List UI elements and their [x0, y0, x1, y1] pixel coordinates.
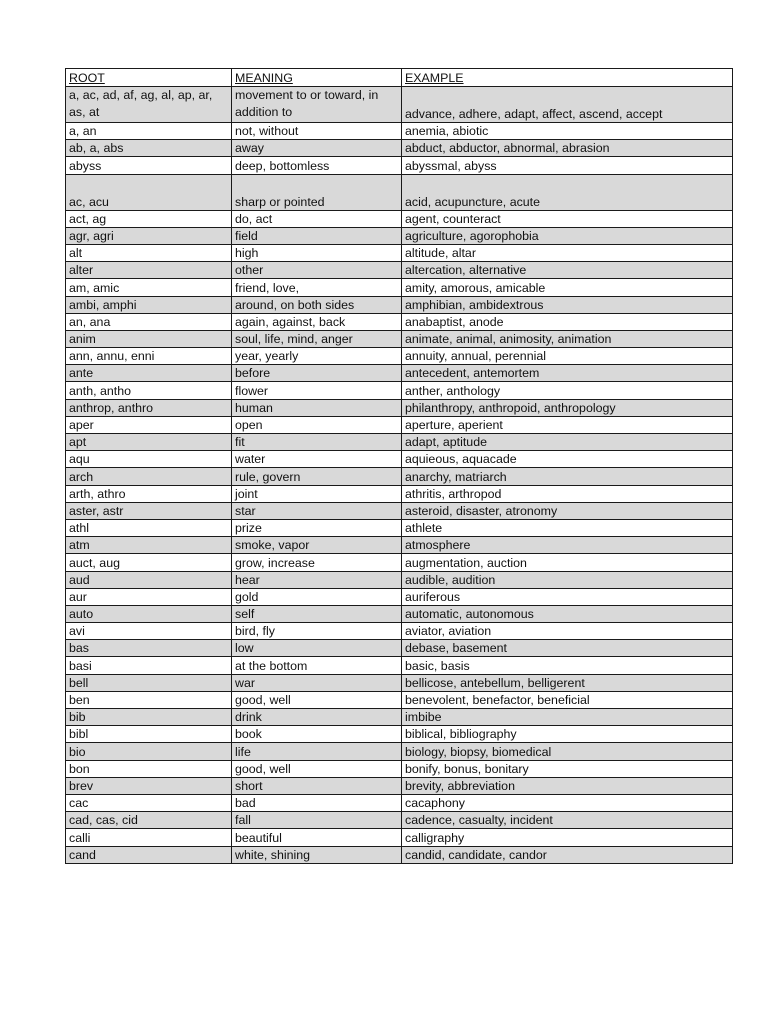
table-row: [66, 140, 733, 157]
cell-meaning: bird, fly: [232, 623, 402, 640]
table-row: [66, 330, 733, 347]
cell-meaning: hear: [232, 571, 402, 588]
cell-example: anemia, abiotic: [402, 123, 733, 140]
cell-example: bellicose, antebellum, belligerent: [402, 674, 733, 691]
cell-meaning: not, without: [232, 123, 402, 140]
cell-root: cand: [66, 846, 232, 863]
cell-meaning: do, act: [232, 210, 402, 227]
table-row: [66, 348, 733, 365]
cell-root: bio: [66, 743, 232, 760]
cell-example: biblical, bibliography: [402, 726, 733, 743]
cell-root: a, ac, ad, af, ag, al, ap, ar, as, at: [66, 87, 232, 123]
table-row: [66, 296, 733, 313]
cell-meaning: water: [232, 451, 402, 468]
table-row: [66, 157, 733, 174]
cell-example: auriferous: [402, 588, 733, 605]
cell-example: imbibe: [402, 709, 733, 726]
cell-meaning: movement to or toward, in addition to: [232, 87, 402, 123]
cell-meaning: drink: [232, 709, 402, 726]
cell-example: biology, biopsy, biomedical: [402, 743, 733, 760]
table-row: [66, 623, 733, 640]
table-row: [66, 537, 733, 554]
table-row: [66, 554, 733, 571]
table-row: [66, 502, 733, 519]
table-row: [66, 709, 733, 726]
cell-example: cacaphony: [402, 794, 733, 811]
cell-root: arth, athro: [66, 485, 232, 502]
table-row: [66, 434, 733, 451]
cell-example: calligraphy: [402, 829, 733, 846]
cell-example: animate, animal, animosity, animation: [402, 330, 733, 347]
cell-root: aud: [66, 571, 232, 588]
cell-meaning: war: [232, 674, 402, 691]
cell-example: abyssmal, abyss: [402, 157, 733, 174]
cell-meaning: at the bottom: [232, 657, 402, 674]
cell-meaning: human: [232, 399, 402, 416]
cell-example: bonify, bonus, bonitary: [402, 760, 733, 777]
cell-meaning: flower: [232, 382, 402, 399]
table-row: [66, 794, 733, 811]
table-row: [66, 588, 733, 605]
table-row: [66, 691, 733, 708]
cell-root: avi: [66, 623, 232, 640]
cell-example: altercation, alternative: [402, 262, 733, 279]
cell-root: bon: [66, 760, 232, 777]
table-row: [66, 382, 733, 399]
cell-example: aperture, aperient: [402, 416, 733, 433]
table-row: [66, 657, 733, 674]
cell-root: am, amic: [66, 279, 232, 296]
cell-root: bas: [66, 640, 232, 657]
cell-meaning: short: [232, 777, 402, 794]
table-row: [66, 416, 733, 433]
cell-meaning: joint: [232, 485, 402, 502]
cell-root: cad, cas, cid: [66, 812, 232, 829]
cell-meaning: low: [232, 640, 402, 657]
table-row: [66, 174, 733, 210]
table-row: [66, 777, 733, 794]
cell-meaning: other: [232, 262, 402, 279]
table-row: [66, 571, 733, 588]
cell-root: aster, astr: [66, 502, 232, 519]
cell-meaning: fall: [232, 812, 402, 829]
cell-meaning: life: [232, 743, 402, 760]
table-row: [66, 210, 733, 227]
cell-root: alt: [66, 244, 232, 261]
cell-root: abyss: [66, 157, 232, 174]
table-row: [66, 726, 733, 743]
cell-meaning: grow, increase: [232, 554, 402, 571]
cell-root: a, an: [66, 123, 232, 140]
cell-meaning: friend, love,: [232, 279, 402, 296]
cell-meaning: good, well: [232, 691, 402, 708]
cell-meaning: around, on both sides: [232, 296, 402, 313]
cell-root: bell: [66, 674, 232, 691]
cell-example: adapt, aptitude: [402, 434, 733, 451]
header-example: EXAMPLE: [402, 69, 733, 87]
cell-example: debase, basement: [402, 640, 733, 657]
cell-example: amity, amorous, amicable: [402, 279, 733, 296]
cell-meaning: fit: [232, 434, 402, 451]
cell-root: apt: [66, 434, 232, 451]
cell-root: anthrop, anthro: [66, 399, 232, 416]
cell-root: cac: [66, 794, 232, 811]
cell-root: an, ana: [66, 313, 232, 330]
cell-example: acid, acupuncture, acute: [402, 174, 733, 210]
cell-root: calli: [66, 829, 232, 846]
cell-example: atmosphere: [402, 537, 733, 554]
cell-example: audible, audition: [402, 571, 733, 588]
cell-example: anabaptist, anode: [402, 313, 733, 330]
table-row: [66, 123, 733, 140]
table-row: [66, 605, 733, 622]
cell-example: automatic, autonomous: [402, 605, 733, 622]
table-row: [66, 829, 733, 846]
cell-example: benevolent, benefactor, beneficial: [402, 691, 733, 708]
cell-root: ann, annu, enni: [66, 348, 232, 365]
cell-example: athritis, arthropod: [402, 485, 733, 502]
table-row: [66, 227, 733, 244]
table-row: [66, 365, 733, 382]
cell-meaning: star: [232, 502, 402, 519]
cell-root: agr, agri: [66, 227, 232, 244]
cell-root: auto: [66, 605, 232, 622]
cell-root: bibl: [66, 726, 232, 743]
cell-meaning: year, yearly: [232, 348, 402, 365]
table-row: [66, 313, 733, 330]
cell-root: alter: [66, 262, 232, 279]
cell-root: act, ag: [66, 210, 232, 227]
cell-root: aur: [66, 588, 232, 605]
cell-meaning: book: [232, 726, 402, 743]
table-row: [66, 743, 733, 760]
cell-root: ben: [66, 691, 232, 708]
cell-example: antecedent, antemortem: [402, 365, 733, 382]
table-row: [66, 244, 733, 261]
word-roots-table: [65, 68, 733, 864]
cell-example: agent, counteract: [402, 210, 733, 227]
cell-example: candid, candidate, candor: [402, 846, 733, 863]
cell-root: auct, aug: [66, 554, 232, 571]
cell-example: brevity, abbreviation: [402, 777, 733, 794]
cell-meaning: bad: [232, 794, 402, 811]
cell-example: anarchy, matriarch: [402, 468, 733, 485]
cell-meaning: good, well: [232, 760, 402, 777]
table-body: [66, 87, 733, 864]
table-row: [66, 399, 733, 416]
cell-example: amphibian, ambidextrous: [402, 296, 733, 313]
cell-meaning: smoke, vapor: [232, 537, 402, 554]
header-root: ROOT: [66, 69, 232, 87]
table-row: [66, 674, 733, 691]
cell-example: basic, basis: [402, 657, 733, 674]
table-row: [66, 485, 733, 502]
cell-root: bib: [66, 709, 232, 726]
cell-root: anim: [66, 330, 232, 347]
cell-example: advance, adhere, adapt, affect, ascend, accept: [402, 87, 733, 123]
table-row: [66, 87, 733, 123]
cell-example: aquieous, aquacade: [402, 451, 733, 468]
cell-example: cadence, casualty, incident: [402, 812, 733, 829]
cell-example: aviator, aviation: [402, 623, 733, 640]
table-row: [66, 846, 733, 863]
cell-meaning: open: [232, 416, 402, 433]
cell-example: philanthropy, anthropoid, anthropology: [402, 399, 733, 416]
header-meaning: MEANING: [232, 69, 402, 87]
cell-meaning: deep, bottomless: [232, 157, 402, 174]
cell-meaning: again, against, back: [232, 313, 402, 330]
cell-root: ante: [66, 365, 232, 382]
cell-meaning: high: [232, 244, 402, 261]
table-row: [66, 279, 733, 296]
table-row: [66, 760, 733, 777]
cell-root: arch: [66, 468, 232, 485]
cell-example: asteroid, disaster, atronomy: [402, 502, 733, 519]
table-row: [66, 451, 733, 468]
cell-meaning: field: [232, 227, 402, 244]
cell-meaning: self: [232, 605, 402, 622]
cell-root: atm: [66, 537, 232, 554]
table-row: [66, 468, 733, 485]
cell-meaning: soul, life, mind, anger: [232, 330, 402, 347]
cell-meaning: white, shining: [232, 846, 402, 863]
table-row: [66, 519, 733, 536]
cell-example: agriculture, agorophobia: [402, 227, 733, 244]
cell-root: aqu: [66, 451, 232, 468]
cell-meaning: prize: [232, 519, 402, 536]
cell-example: augmentation, auction: [402, 554, 733, 571]
cell-root: ac, acu: [66, 174, 232, 210]
cell-root: ambi, amphi: [66, 296, 232, 313]
cell-example: annuity, annual, perennial: [402, 348, 733, 365]
cell-example: abduct, abductor, abnormal, abrasion: [402, 140, 733, 157]
cell-root: athl: [66, 519, 232, 536]
table-header-row: [66, 69, 733, 87]
cell-example: altitude, altar: [402, 244, 733, 261]
cell-root: anth, antho: [66, 382, 232, 399]
cell-meaning: sharp or pointed: [232, 174, 402, 210]
document-page: [65, 68, 732, 864]
table-row: [66, 812, 733, 829]
cell-meaning: beautiful: [232, 829, 402, 846]
cell-root: ab, a, abs: [66, 140, 232, 157]
cell-root: basi: [66, 657, 232, 674]
table-row: [66, 262, 733, 279]
cell-meaning: away: [232, 140, 402, 157]
cell-example: anther, anthology: [402, 382, 733, 399]
cell-meaning: before: [232, 365, 402, 382]
cell-root: aper: [66, 416, 232, 433]
cell-root: brev: [66, 777, 232, 794]
cell-meaning: rule, govern: [232, 468, 402, 485]
cell-example: athlete: [402, 519, 733, 536]
table-row: [66, 640, 733, 657]
cell-meaning: gold: [232, 588, 402, 605]
